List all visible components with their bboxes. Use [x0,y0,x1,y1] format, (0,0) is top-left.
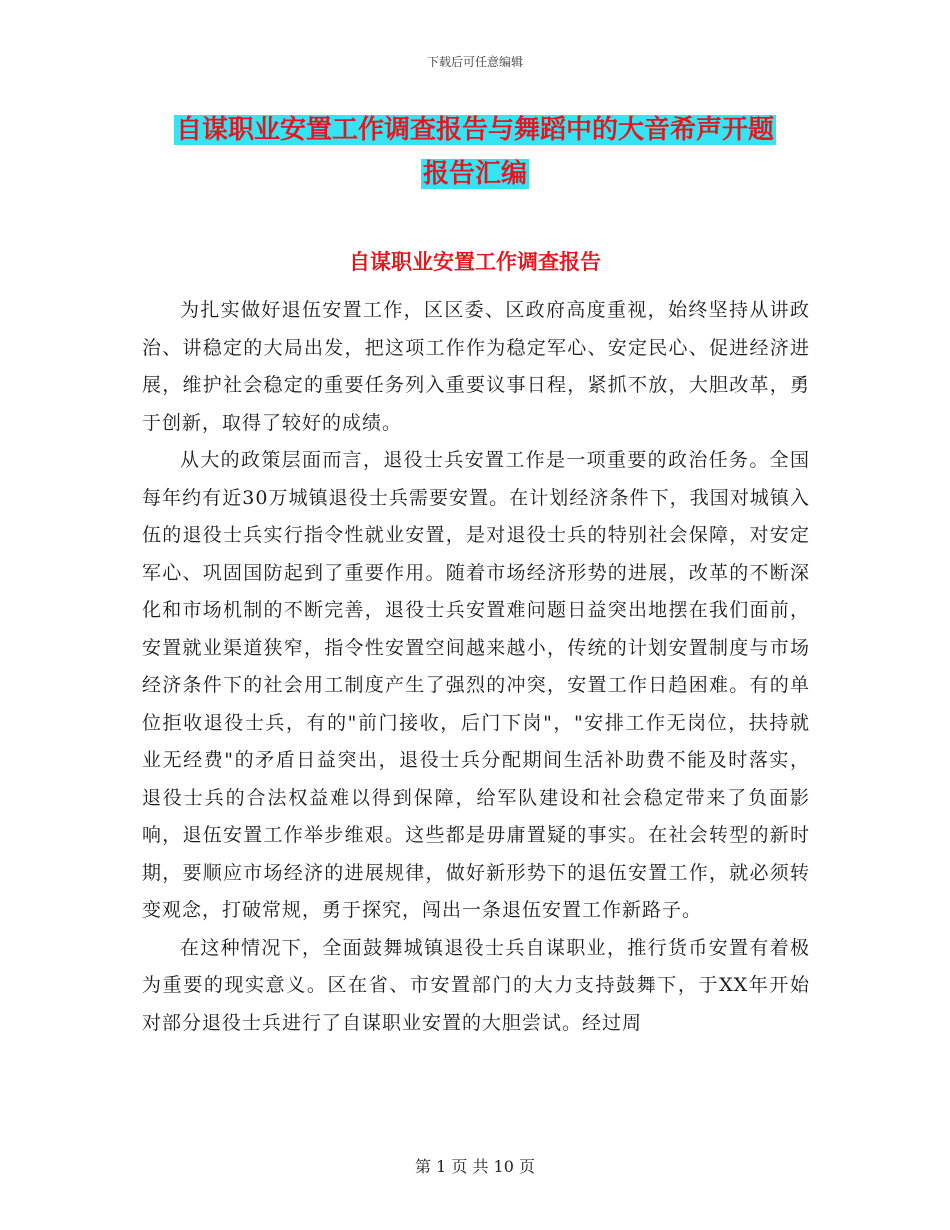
document-title-line2: 报告汇编 [422,159,527,189]
section-title: 自谋职业安置工作调查报告 [349,250,601,274]
paragraph: 从大的政策层面而言，退役士兵安置工作是一项重要的政治任务。全国每年约有近30万城镇退役士兵需要安置。在计划经济条件下，我国对城镇入伍的退役士兵实行指令性就业安置，是对退役士兵的特别社会保障，对安定军心、巩固国防起到了重要作用。随着市场经济形势的进展，改革的不断深化和市场机制的不断完善，退役士兵安置难问题日益突出地摆在我们面前，安置就业渠道狭窄，指令性安置空间越来越小，传统的计划安置制度与市场经济条件下的社会用工制度产生了强烈的冲突，安置工作日趋困难。有的单位拒收退役士兵，有的"前门接收，后门下岗"，"安排工作无岗位，扶持就业无经费"的矛盾日益突出，退役士兵分配期间生活补助费不能及时落实，退役士兵的合法权益难以得到保障，给军队建设和社会稳定带来了负面影响，退伍安置工作举步维艰。这些都是毋庸置疑的事实。在社会转型的新时期，要顺应市场经济的进展规律，做好新形势下的退伍安置工作，就必须转变观念，打破常规，勇于探究，闯出一条退伍安置工作新路子。 [142,449,810,921]
body-text [142,292,810,1042]
page-number-footer: 第 1 页 共 10 页 [415,1157,535,1176]
page-header-note: 下载后可任意编辑 [426,55,523,69]
document-title [140,108,810,196]
document-title-line1: 自谋职业安置工作调查报告与舞蹈中的大音希声开题 [175,115,774,145]
paragraph: 为扎实做好退伍安置工作，区区委、区政府高度重视，始终坚持从讲政治、讲稳定的大局出发，把这项工作作为稳定军心、安定民心、促进经济进展，维护社会稳定的重要任务列入重要议事日程，紧抓不放，大胆改革，勇于创新，取得了较好的成绩。 [142,299,810,434]
paragraph: 在这种情况下，全面鼓舞城镇退役士兵自谋职业，推行货币安置有着极为重要的现实意义。区在省、市安置部门的大力支持鼓舞下，于XX年开始对部分退役士兵进行了自谋职业安置的大胆尝试。经过周 [142,936,810,1034]
